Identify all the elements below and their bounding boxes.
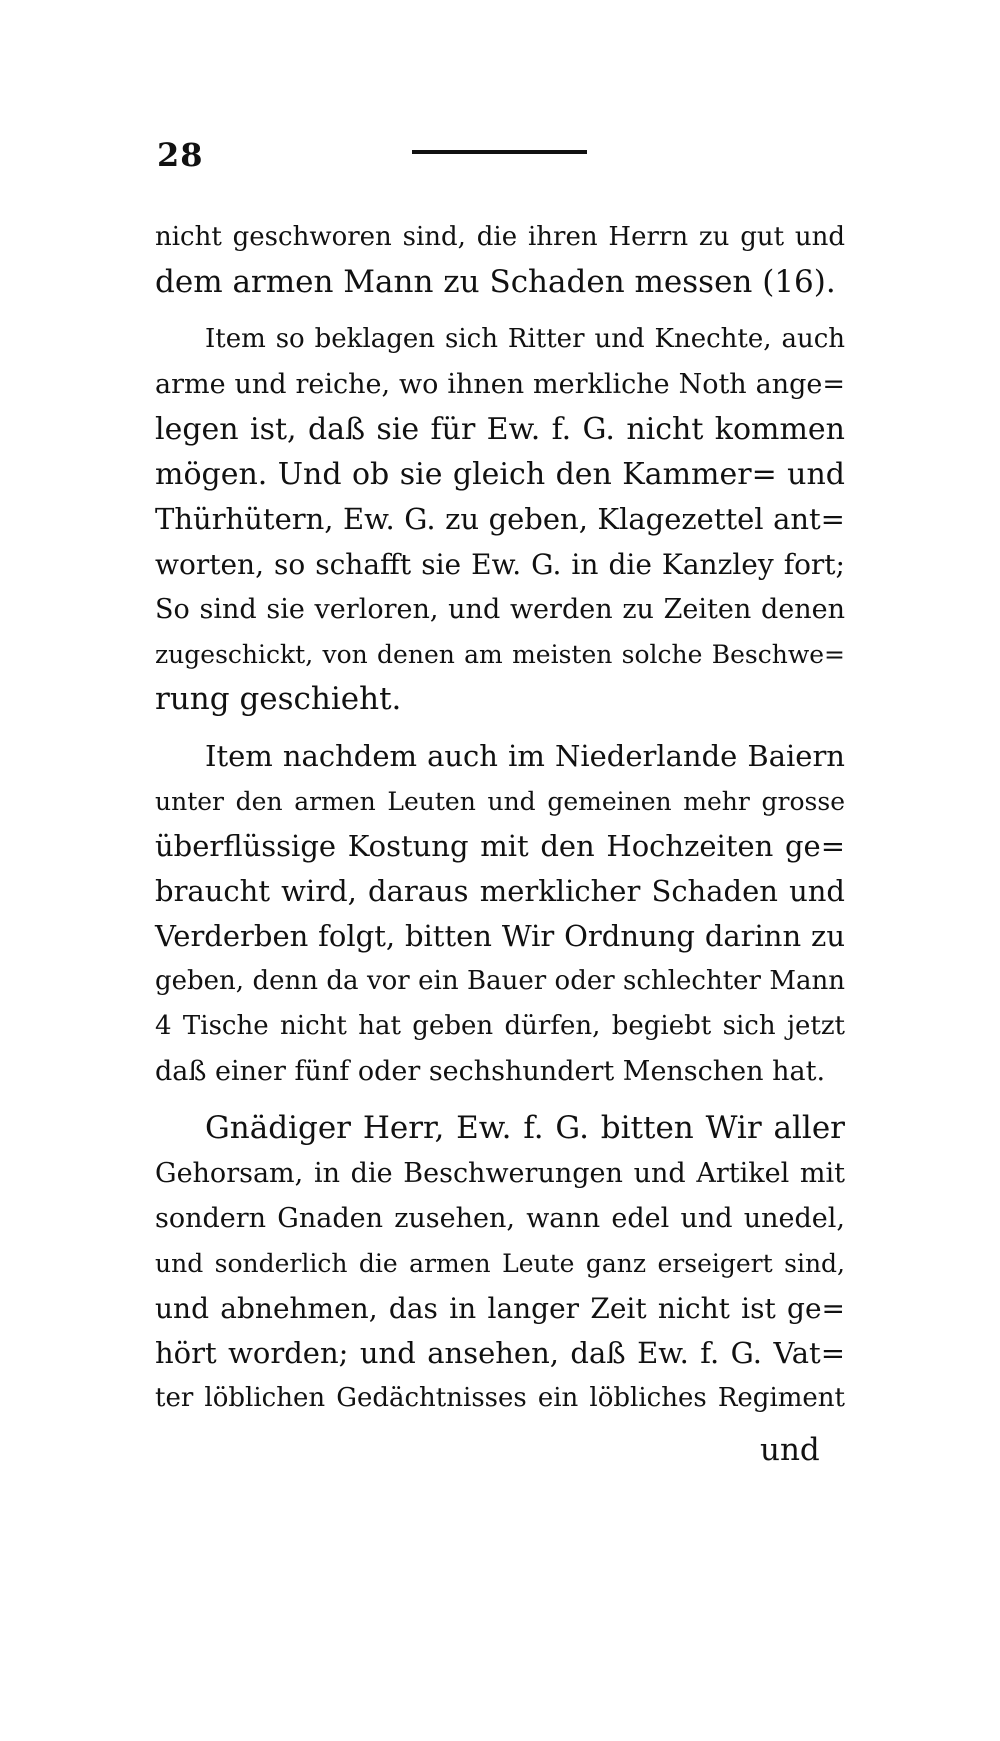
text-line: zugeschickt, von denen am meisten solche Beschwe= [155,640,845,669]
paragraph-4 [155,1106,845,1421]
text-line: Gehorsam, in die Beschwerungen und Artikel mit [155,1158,845,1189]
text-line: mögen. Und ob sie gleich den Kammer= und [155,457,845,492]
text-line: und abnehmen, das in langer Zeit nicht ist ge= [155,1292,845,1325]
text-line: Thürhütern, Ew. G. zu geben, Klagezettel ant= [155,502,845,536]
paragraph-1 [155,215,845,305]
text-line: braucht wird, daraus merklicher Schaden und [155,874,845,908]
text-line: arme und reiche, wo ihnen merkliche Noth ange= [155,369,845,400]
text-line: worten, so schafft sie Ew. G. in die Kanzley fort; [155,548,845,581]
text-line: rung geschieht. [155,681,402,717]
text-line: ter löblichen Gedächtnisses ein löbliches Regiment [155,1383,845,1413]
page-number: 28 [157,136,204,174]
header-rule [412,150,587,154]
paragraph-3 [155,734,845,1094]
text-line: 4 Tische nicht hat geben dürfen, begiebt sich jetzt [155,1011,845,1041]
text-line: legen ist, daß sie für Ew. f. G. nicht kommen [155,412,845,447]
text-line: daß einer fünf oder sechshundert Menschen hat. [155,1056,826,1087]
text-line: unter den armen Leuten und gemeinen mehr grosse [155,787,845,816]
text-line: geben, denn da vor ein Bauer oder schlechter Mann [155,966,845,996]
text-line: dem armen Mann zu Schaden messen (16). [155,264,836,300]
text-line: hört worden; und ansehen, daß Ew. f. G. Vat= [155,1336,845,1370]
text-line: überflüssige Kostung mit den Hochzeiten ge= [155,829,845,863]
text-line: nicht geschworen sind, die ihren Herrn zu gut und [155,222,845,252]
text-line: Verderben folgt, bitten Wir Ordnung darinn zu [155,919,845,953]
text-line: Item so beklagen sich Ritter und Knechte, auch [205,324,845,354]
paragraph-2 [155,317,845,722]
text-line: sondern Gnaden zusehen, wann edel und unedel, [155,1203,845,1234]
text-line: und sonderlich die armen Leute ganz erseigert sind, [155,1249,845,1278]
body-text [155,215,845,1421]
text-line: So sind sie verloren, und werden zu Zeiten denen [155,594,845,625]
catchword: und [760,1432,820,1468]
text-line: Item nachdem auch im Niederlande Baiern [205,739,845,773]
text-line: Gnädiger Herr, Ew. f. G. bitten Wir aller [205,1110,845,1146]
